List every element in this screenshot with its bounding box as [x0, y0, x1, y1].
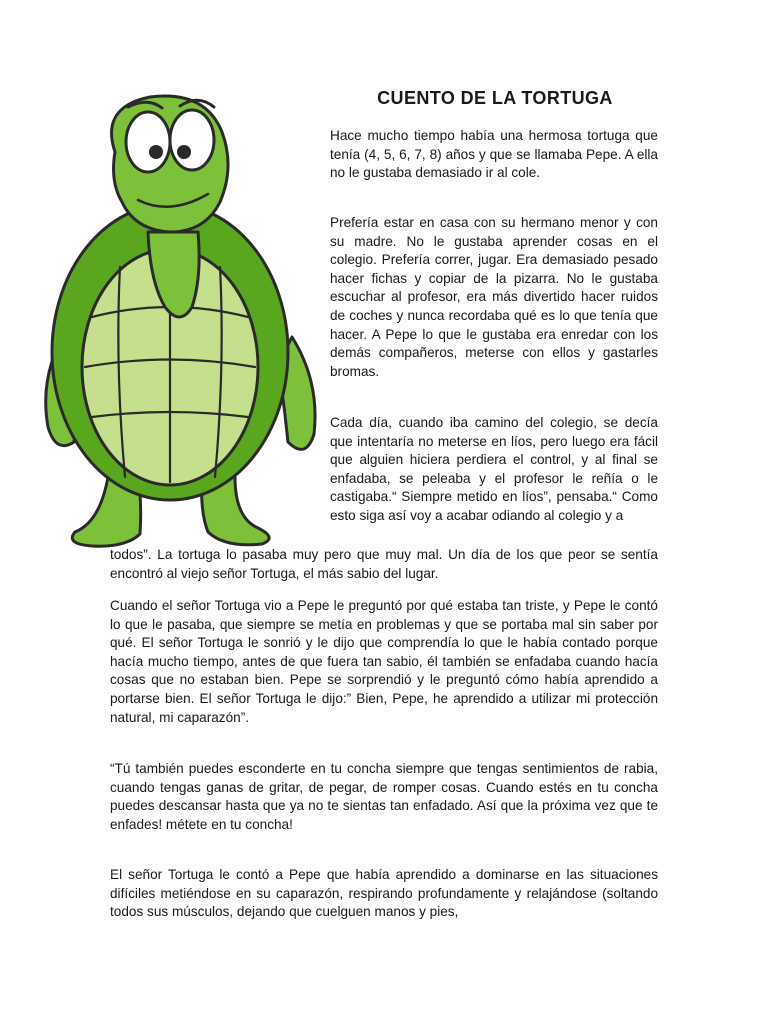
paragraph-3-head: Cada día, cuando iba camino del colegio, se decía que intentaría no meterse en líos, pero luego era fácil que alguien hiciera perdiera el control, y al final se enfadaba, se peleaba y el profesor le reñía o le castigaba.“ Siempre metido en líos”, pensaba.“ Como esto siga así voy a acabar odiando al colegio y a	[330, 415, 658, 523]
paragraph-1: Hace mucho tiempo había una hermosa tortuga que tenía (4, 5, 6, 7, 8) años y que se llamaba Pepe. A ella no le gustaba demasiado ir al cole.	[330, 128, 658, 181]
paragraph-2: Prefería estar en casa con su hermano menor y con su madre. No le gustaba aprender cosas en el colegio. Prefería correr, jugar. Era demasiado pesado hacer fichas y copiar de la pizarra. No le gustaba escuchar al profesor, era más divertido hacer ruidos de coches y nunca recordaba qué es lo que tenía que hacer. A Pepe lo que le gustaba era enredar con los demás compañeros, meterse con ellos y gastarles bromas.	[330, 215, 658, 379]
paragraph-3-tail: todos”. La tortuga lo pasaba muy pero que muy mal. Un día de los que peor se sentía encontró al viejo señor Tortuga, el más sabio del lugar.	[110, 547, 658, 581]
paragraph-6: El señor Tortuga le contó a Pepe que había aprendido a dominarse en las situaciones difíciles metiéndose en su caparazón, respirando profundamente y relajándose (soltando todos sus músculos, dejando que cuelguen manos y pies,	[110, 867, 658, 920]
paragraph-4: Cuando el señor Tortuga vio a Pepe le preguntó por qué estaba tan triste, y Pepe le contó lo que le pasaba, que siempre se metía en problemas y que se portaba mal sin saber por qué. El señor Tortuga le sonrió y le dijo que comprendía lo que le había contado porque hacía mucho tiempo, antes de que fuera tan sabio, él también se enfadaba cuando hacía cosas que no estaban bien. Pepe se sorprendió y le preguntó cómo había aprendido a portarse bien. El señor Tortuga le dijo:” Bien, Pepe, he aprendido a utilizar mi protección natural, mi caparazón”.	[110, 598, 658, 725]
paragraph-5: “Tú también puedes esconderte en tu concha siempre que tengas sentimientos de rabia, cuando tengas ganas de gritar, de pegar, de romper cosas. Cuando estés en tu concha puedes descansar hasta que ya no te sientas tan enfadado. Así que la próxima vez que te enfades! métete en tu concha!	[110, 761, 658, 832]
cartoon-turtle-icon	[30, 82, 330, 552]
document-title: CUENTO DE LA TORTUGA	[377, 88, 613, 108]
